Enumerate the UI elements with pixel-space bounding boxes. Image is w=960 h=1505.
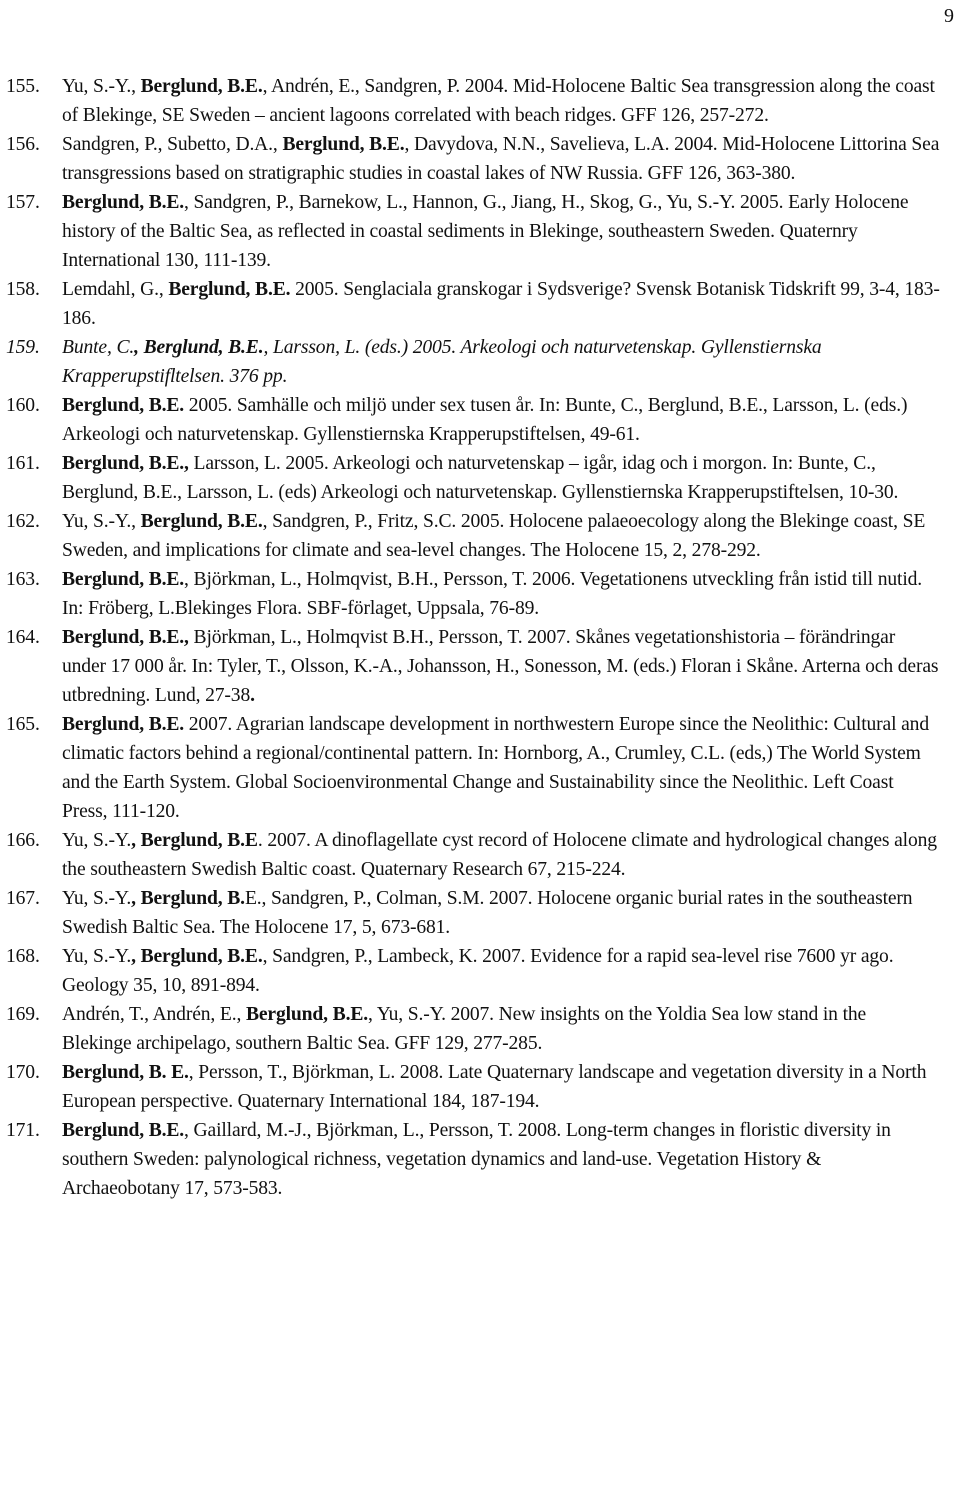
author-name-highlight: , Berglund, B.E [131,830,258,851]
reference-text [62,130,940,188]
author-name-highlight: , Berglund, B.E. [134,337,264,358]
reference-number: 160. [6,395,40,416]
reference-text-run: , Davydova, N.N., Savelieva, L.A. 2004. Mid-Holocene Littorina Sea transgressions based on stratigraphic studies in coastal lakes of NW Russia. GFF 126, 363-380. [62,134,940,184]
reference-number: 161. [6,453,40,474]
reference-text-run: , Larsson, L. (eds.) 2005. Arkeologi och naturvetenskap. Gyllenstiernska Krapperupstifltelsen. 376 pp. [62,337,822,387]
reference-item [0,188,960,275]
author-name-highlight: Berglund, B.E. [62,192,185,213]
reference-text-run: Larsson, L. 2005. Arkeologi och naturvetenskap – igår, idag och i morgon. In: Bunte, C., Berglund, B.E., Larsson, L. (eds) Arkeologi och naturvetenskap. Gyllenstiernska Krapperupstiftelsen, 10-30. [62,453,899,503]
author-name-highlight: , Berglund, B.E. [131,946,263,967]
reference-text-run: Lemdahl, G., [62,279,169,300]
reference-text [62,333,940,391]
reference-item [0,72,960,130]
reference-number: 167. [6,888,40,909]
reference-text-run: Bunte, C. [62,337,135,358]
reference-number: 159. [6,337,40,358]
reference-text [62,565,940,623]
reference-number: 166. [6,830,40,851]
reference-item [0,565,960,623]
reference-text-run: , Andrén, E., Sandgren, P. 2004. Mid-Holocene Baltic Sea transgression along the coast of Blekinge, SE Sweden – ancient lagoons correlated with beach ridges. GFF 126, 257-272. [62,76,935,126]
page-number: 9 [944,5,954,27]
reference-text-run: , Sandgren, P., Barnekow, L., Hannon, G., Jiang, H., Skog, G., Yu, S.-Y. 2005. Early Holocene history of the Baltic Sea, as reflected in coastal sediments in Blekinge, southeastern Sweden. Quaternry International 130, 111-139. [62,192,909,271]
reference-number: 164. [6,627,40,648]
reference-text-run: , Sandgren, P., Fritz, S.C. 2005. Holocene palaeoecology along the Blekinge coast, SE Sweden, and implications for climate and sea-level changes. The Holocene 15, 2, 278-292. [62,511,926,561]
reference-number: 155. [6,76,40,97]
reference-text [62,391,940,449]
author-name-highlight: Berglund, B. E. [62,1062,189,1083]
reference-number: 170. [6,1062,40,1083]
reference-number: 165. [6,714,40,735]
reference-item [0,130,960,188]
reference-list [0,72,960,1203]
reference-text-run: E., Sandgren, P., Colman, S.M. 2007. Holocene organic burial rates in the southeastern Swedish Baltic Sea. The Holocene 17, 5, 673-681. [62,888,913,938]
reference-text-run: Andrén, T., Andrén, E., [62,1004,246,1025]
reference-text-run: 2005. Samhälle och miljö under sex tusen år. In: Bunte, C., Berglund, B.E., Larsson, L. (eds.) Arkeologi och naturvetenskap. Gyllenstiernska Krapperupstiftelsen, 49-61. [62,395,908,445]
author-name-highlight: , Berglund, B. [131,888,245,909]
author-name-highlight: Berglund, B.E. [140,511,263,532]
reference-number: 157. [6,192,40,213]
reference-text [62,449,940,507]
reference-text-run: Sandgren, P., Subetto, D.A., [62,134,283,155]
reference-text-run: . 2007. A dinoflagellate cyst record of Holocene climate and hydrological changes along the southeastern Swedish Baltic coast. Quaternary Research 67, 215-224. [62,830,937,880]
reference-text-run: Yu, S.-Y. [62,946,132,967]
reference-number: 158. [6,279,40,300]
reference-text-run: 2005. Senglaciala granskogar i Sydsverige? Svensk Botanisk Tidskrift 99, 3-4, 183-186. [62,279,940,329]
author-name-highlight: Berglund, B.E. [282,134,405,155]
reference-number: 163. [6,569,40,590]
reference-text [62,1000,940,1058]
reference-text-run: , Gaillard, M.-J., Björkman, L., Persson, T. 2008. Long-term changes in floristic diversity in southern Sweden: palynological richness, vegetation dynamics and land-use. Vegetation History & Archaeobotany 17, 573-583. [62,1120,891,1199]
reference-item [0,942,960,1000]
author-name-highlight: Berglund, B.E. [168,279,291,300]
author-name-highlight: Berglund, B.E. [245,1004,368,1025]
author-name-highlight: Berglund, B.E., [62,453,189,474]
reference-text-run: Yu, S.-Y., [62,76,141,97]
reference-item [0,710,960,826]
reference-text-run: , Persson, T., Björkman, L. 2008. Late Quaternary landscape and vegetation diversity in a North European perspective. Quaternary International 184, 187-194. [62,1062,927,1112]
author-name-highlight: Berglund, B.E. [62,714,185,735]
reference-item [0,826,960,884]
reference-text [62,275,940,333]
reference-item [0,884,960,942]
reference-text-run: , Yu, S.-Y. 2007. New insights on the Yoldia Sea low stand in the Blekinge archipelago, southern Baltic Sea. GFF 129, 277-285. [62,1004,867,1054]
reference-text [62,942,940,1000]
reference-number: 168. [6,946,40,967]
reference-text [62,623,940,710]
reference-item [0,1000,960,1058]
reference-item [0,1116,960,1203]
author-name-highlight: Berglund, B.E. [62,395,185,416]
author-name-highlight: Berglund, B.E., [62,627,189,648]
author-name-highlight: Berglund, B.E. [140,76,263,97]
reference-text-run: Björkman, L., Holmqvist B.H., Persson, T. 2007. Skånes vegetationshistoria – förändringar under 17 000 år. In: Tyler, T., Olsson, K.-A., Johansson, H., Sonesson, M. (eds.) Floran i Skåne. Arterna och deras utbredning. Lund, 27-38 [62,627,939,706]
reference-text-run: Yu, S.-Y., [62,511,141,532]
author-name-highlight: Berglund, B.E. [62,569,185,590]
reference-text [62,710,940,826]
reference-item [0,623,960,710]
reference-text-run: , Sandgren, P., Lambeck, K. 2007. Evidence for a rapid sea-level rise 7600 yr ago. Geology 35, 10, 891-894. [62,946,894,996]
reference-item [0,507,960,565]
reference-text [62,826,940,884]
author-name-highlight: Berglund, B.E. [62,1120,185,1141]
reference-number: 171. [6,1120,40,1141]
reference-item [0,449,960,507]
reference-text-run: 2007. Agrarian landscape development in northwestern Europe since the Neolithic: Cultural and climatic factors behind a regional/continental pattern. In: Hornborg, A., Crumley, C.L. (eds,) The World System and the Earth System. Global Socioenvironmental Change and Sustainability since the Neolithic. Left Coast Press, 111-120. [62,714,929,822]
reference-item [0,1058,960,1116]
reference-item [0,333,960,391]
reference-text [62,507,940,565]
reference-text [62,1058,940,1116]
reference-item [0,391,960,449]
reference-text [62,188,940,275]
reference-text [62,884,940,942]
reference-text-run: , Björkman, L., Holmqvist, B.H., Persson, T. 2006. Vegetationens utveckling från istid till nutid. In: Fröberg, L.Blekinges Flora. SBF-förlaget, Uppsala, 76-89. [62,569,923,619]
reference-text [62,72,940,130]
reference-item [0,275,960,333]
reference-number: 169. [6,1004,40,1025]
reference-text-run: Yu, S.-Y. [62,888,132,909]
reference-number: 156. [6,134,40,155]
reference-number: 162. [6,511,40,532]
reference-text-run: Yu, S.-Y. [62,830,132,851]
reference-text [62,1116,940,1203]
author-name-highlight: . [250,685,255,706]
